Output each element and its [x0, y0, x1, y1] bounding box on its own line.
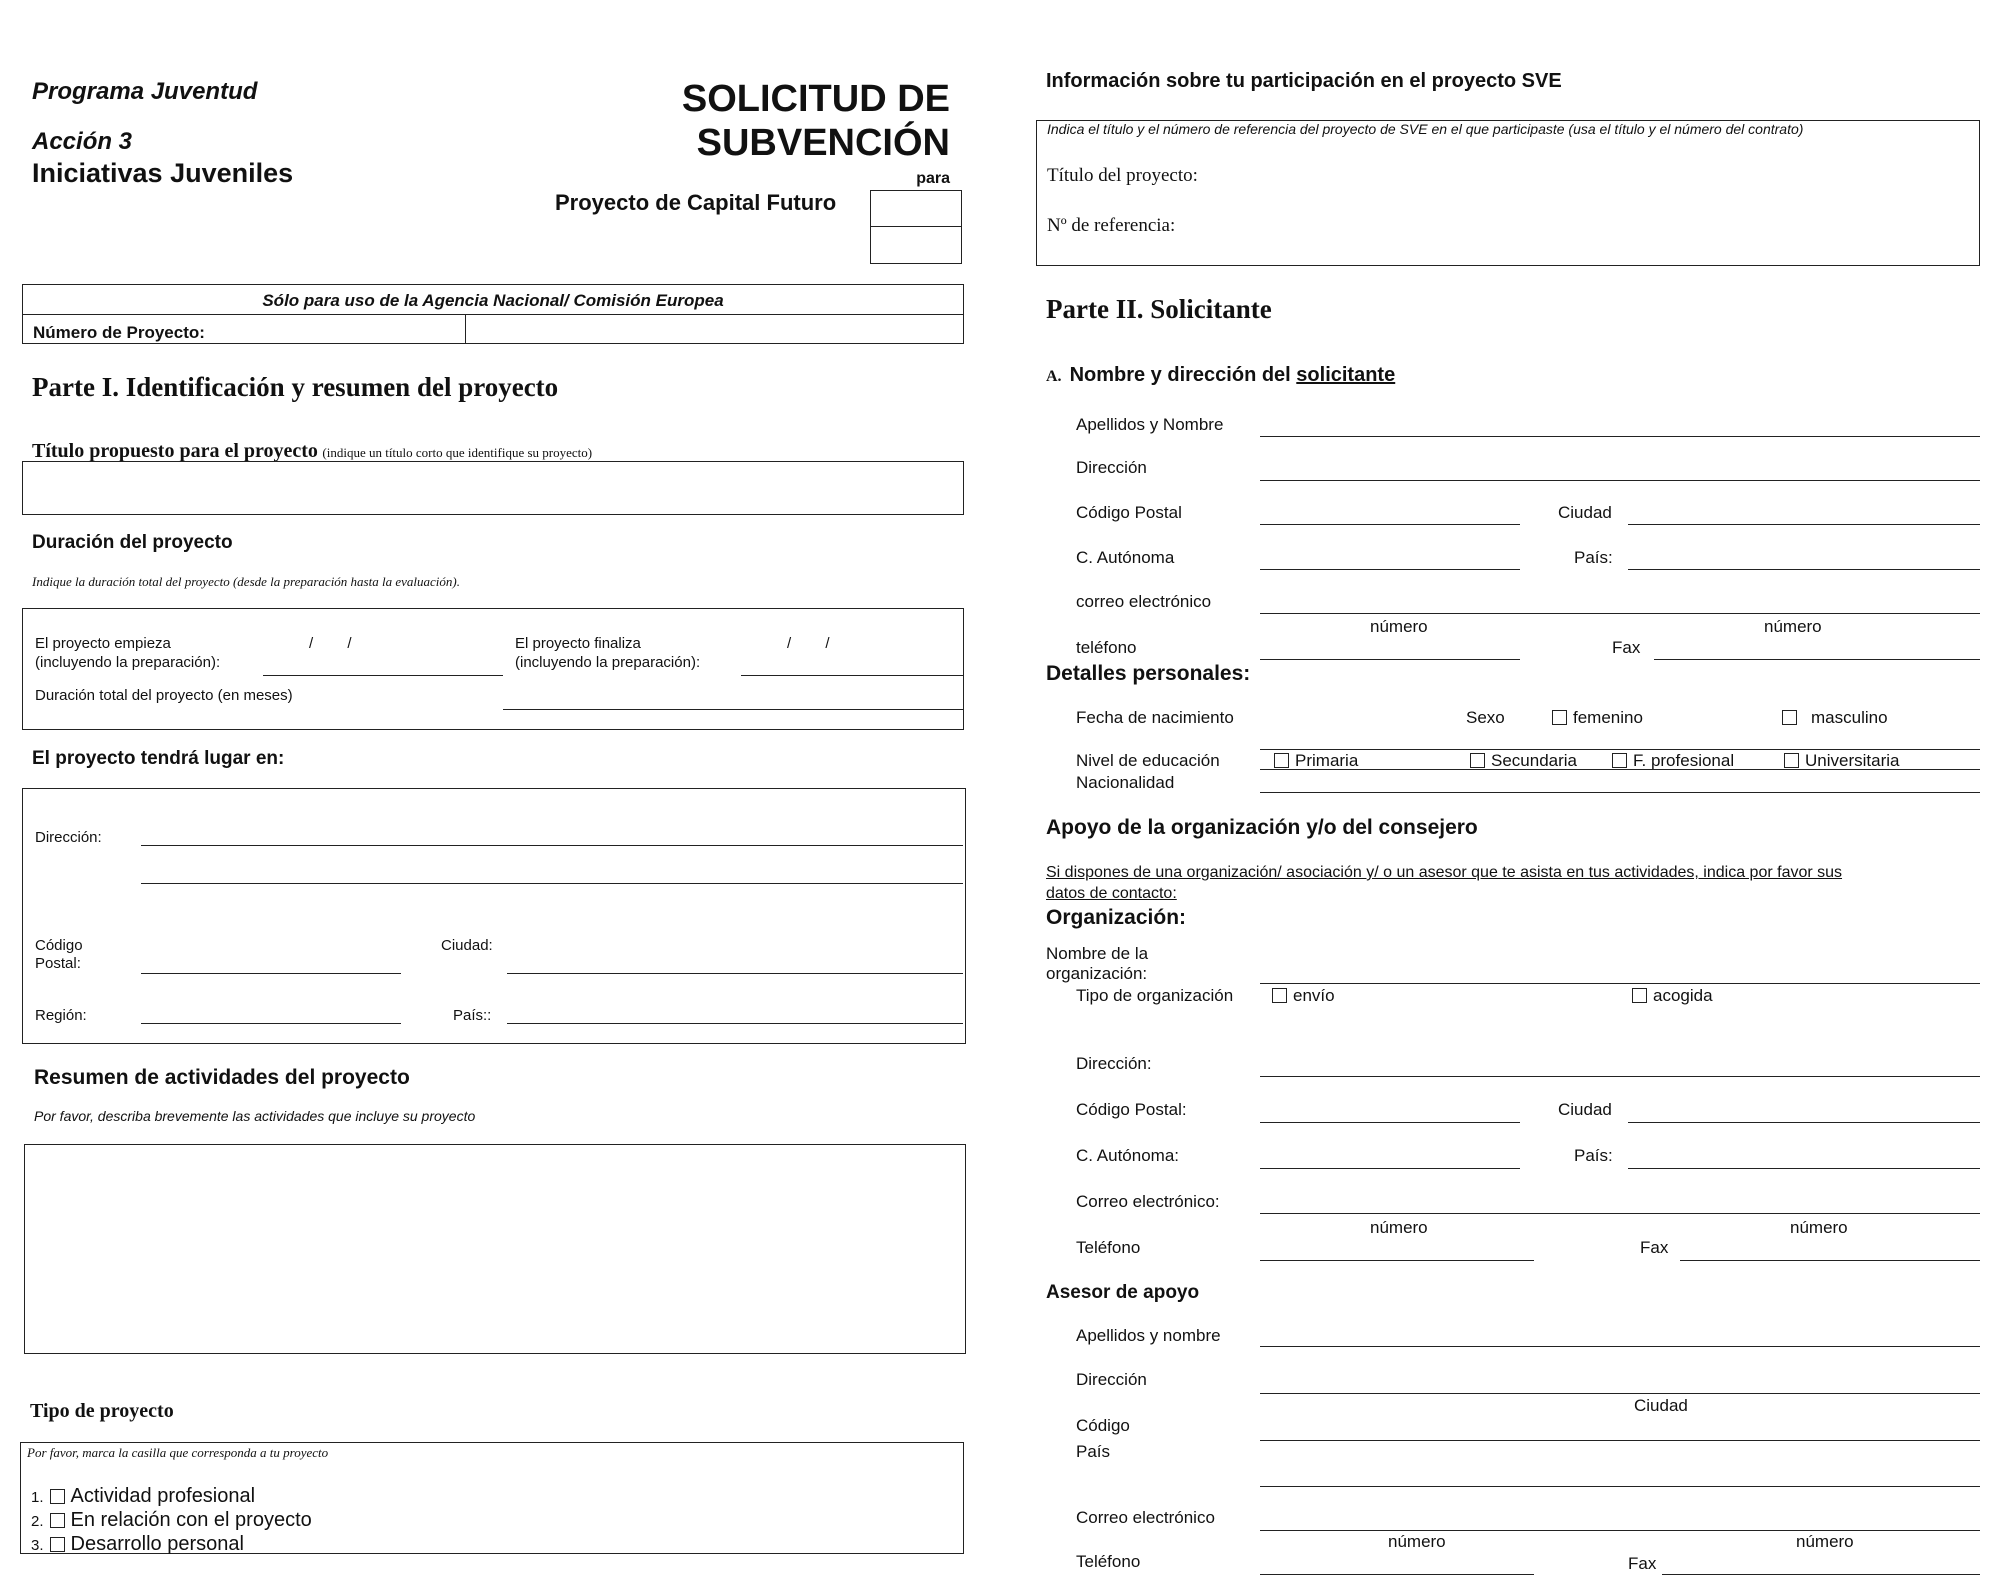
education-label: Nivel de educación	[1076, 751, 1220, 770]
loc-address-input-2[interactable]	[141, 883, 963, 884]
applicant-phone-input[interactable]	[1260, 659, 1520, 660]
summary-heading: Resumen de actividades del proyecto	[34, 1066, 410, 1089]
loc-address-input-1[interactable]	[141, 845, 963, 846]
org-email-label: Correo electrónico:	[1076, 1192, 1220, 1211]
checkbox[interactable]	[50, 1513, 65, 1528]
org-email-input[interactable]	[1260, 1213, 1980, 1214]
edu-vocational-option[interactable]	[1612, 751, 1734, 771]
initiative-label: Iniciativas Juveniles	[32, 158, 294, 188]
org-city-label: Ciudad	[1558, 1100, 1612, 1119]
adv-fax-number-caption: número	[1796, 1532, 1854, 1551]
applicant-postal-input[interactable]	[1260, 524, 1520, 525]
end-date-input[interactable]	[741, 675, 963, 676]
sex-male-option[interactable]	[1782, 708, 1888, 728]
edu-option-label: Primaria	[1295, 751, 1359, 770]
checkbox[interactable]	[1274, 753, 1289, 768]
summary-hint: Por favor, describa brevemente las actividades que incluye su proyecto	[34, 1108, 476, 1124]
applicant-fax-input[interactable]	[1654, 659, 1980, 660]
agency-box	[22, 284, 964, 344]
end-label-1: El proyecto finaliza	[515, 635, 641, 652]
applicant-address-label: Dirección	[1076, 458, 1147, 477]
loc-postal-input[interactable]	[141, 973, 401, 974]
sve-title-label: Título del proyecto:	[1047, 165, 1198, 186]
adv-address-input[interactable]	[1260, 1393, 1980, 1394]
sve-heading: Información sobre tu participación en el proyecto SVE	[1046, 70, 1562, 92]
checkbox[interactable]	[1784, 753, 1799, 768]
project-number-field[interactable]	[467, 315, 961, 343]
adv-postal-city-input[interactable]	[1260, 1440, 1980, 1441]
checkbox[interactable]	[1470, 753, 1485, 768]
org-region-label: C. Autónoma:	[1076, 1146, 1180, 1165]
loc-postal-label-1: Código	[35, 937, 83, 954]
proposed-title-input[interactable]	[22, 461, 964, 515]
applicant-postal-label: Código Postal	[1076, 503, 1182, 522]
type-heading: Tipo de proyecto	[30, 1400, 174, 1422]
checkbox[interactable]	[50, 1537, 65, 1552]
start-label-1: El proyecto empieza	[35, 635, 171, 652]
loc-region-label: Región:	[35, 1007, 87, 1024]
applicant-fax-label: Fax	[1612, 638, 1641, 657]
sex-label: Sexo	[1466, 708, 1505, 727]
loc-region-input[interactable]	[141, 1023, 401, 1024]
capital-futuro-box[interactable]	[870, 190, 962, 264]
org-address-input[interactable]	[1260, 1076, 1980, 1077]
edu-secondary-option[interactable]	[1470, 751, 1577, 771]
org-city-input[interactable]	[1628, 1122, 1980, 1123]
loc-address-label: Dirección:	[35, 829, 102, 846]
subtitle: Proyecto de Capital Futuro	[555, 190, 837, 215]
part2-title: Parte II. Solicitante	[1046, 294, 1272, 324]
applicant-country-label: País:	[1574, 548, 1613, 567]
type-option-label: Actividad profesional	[70, 1485, 256, 1507]
type-option-label: En relación con el proyecto	[70, 1509, 312, 1531]
adv-phone-input[interactable]	[1260, 1574, 1534, 1575]
edu-option-label: F. profesional	[1633, 751, 1735, 770]
loc-postal-label-2: Postal:	[35, 955, 81, 972]
proposed-title-hint: (indique un título corto que identifique su proyecto)	[322, 445, 593, 460]
org-name-input[interactable]	[1260, 983, 1980, 984]
org-type-send-label: envío	[1293, 986, 1335, 1005]
applicant-email-label: correo electrónico	[1076, 592, 1212, 611]
org-phone-input[interactable]	[1260, 1260, 1534, 1261]
start-label-2: (incluyendo la preparación):	[35, 654, 221, 671]
org-type-host-label: acogida	[1653, 986, 1713, 1005]
checkbox[interactable]	[1782, 710, 1797, 725]
sex-female-option[interactable]	[1552, 708, 1643, 728]
type-option-label: Desarrollo personal	[70, 1533, 244, 1555]
org-fax-number-caption: número	[1790, 1218, 1848, 1237]
education-top-line	[1260, 749, 1980, 750]
advisor-heading: Asesor de apoyo	[1046, 1282, 1200, 1303]
sex-male-label: masculino	[1811, 708, 1888, 727]
sve-hint: Indica el título y el número de referencia del proyecto de SVE en el que participaste (usa el título y el número del contrato)	[1047, 121, 1804, 137]
org-fax-label: Fax	[1640, 1238, 1669, 1257]
title-line-2: SUBVENCIÓN	[696, 122, 950, 164]
section-a-title	[1046, 364, 1395, 387]
section-a-text: Nombre y dirección del	[1069, 364, 1291, 386]
type-option-num: 2.	[31, 1513, 44, 1530]
applicant-names-input[interactable]	[1260, 436, 1980, 437]
adv-names-label: Apellidos y nombre	[1076, 1326, 1221, 1345]
sex-female-label: femenino	[1573, 708, 1643, 727]
start-date-input[interactable]	[263, 675, 503, 676]
type-option-1[interactable]	[31, 1485, 255, 1508]
org-postal-input[interactable]	[1260, 1122, 1520, 1123]
org-phone-number-caption: número	[1370, 1218, 1428, 1237]
duration-hint: Indique la duración total del proyecto (desde la preparación hasta la evaluación).	[32, 574, 460, 589]
section-a-underlined: solicitante	[1296, 364, 1396, 386]
type-option-num: 3.	[31, 1537, 44, 1554]
location-box	[22, 788, 966, 1044]
type-option-2[interactable]	[31, 1509, 312, 1532]
applicant-names-label: Apellidos y Nombre	[1076, 415, 1224, 434]
org-name-label-1: Nombre de la	[1046, 944, 1149, 963]
applicant-phone-label: teléfono	[1076, 638, 1137, 657]
edu-option-label: Secundaria	[1491, 751, 1578, 770]
project-number-label: Número de Proyecto:	[33, 323, 205, 342]
agency-heading: Sólo para uso de la Agencia Nacional/ Comisión Europea	[262, 291, 724, 310]
edu-primary-option[interactable]	[1274, 751, 1358, 771]
agency-cell-divider	[465, 315, 466, 343]
total-duration-input[interactable]	[503, 709, 963, 710]
adv-names-input[interactable]	[1260, 1346, 1980, 1347]
nationality-label: Nacionalidad	[1076, 773, 1175, 792]
adv-fax-label: Fax	[1628, 1554, 1657, 1573]
title-para: para	[916, 170, 950, 187]
org-country-label: País:	[1574, 1146, 1613, 1165]
capital-futuro-divider	[870, 226, 962, 227]
adv-phone-label: Teléfono	[1076, 1552, 1141, 1571]
org-type-host-option[interactable]	[1632, 986, 1713, 1006]
org-postal-label: Código Postal:	[1076, 1100, 1187, 1119]
checkbox[interactable]	[1632, 988, 1647, 1003]
support-intro-2: datos de contacto:	[1046, 885, 1177, 902]
org-country-input[interactable]	[1628, 1168, 1980, 1169]
adv-country-input[interactable]	[1260, 1486, 1980, 1487]
type-option-num: 1.	[31, 1489, 44, 1506]
duration-box	[22, 608, 964, 730]
applicant-region-label: C. Autónoma	[1076, 548, 1175, 567]
program-name: Programa Juventud	[32, 78, 258, 105]
edu-university-option[interactable]	[1784, 751, 1899, 771]
support-intro-1: Si dispones de una organización/ asociación y/ o un asesor que te asista en tus actividades, indica por favor sus	[1046, 864, 1843, 881]
sve-ref-input[interactable]	[1287, 211, 1957, 241]
adv-country-label: País	[1076, 1442, 1111, 1461]
adv-address-label: Dirección	[1076, 1370, 1147, 1389]
checkbox[interactable]	[1552, 710, 1567, 725]
applicant-city-input[interactable]	[1628, 524, 1980, 525]
adv-fax-input[interactable]	[1662, 1574, 1980, 1575]
edu-option-label: Universitaria	[1805, 751, 1900, 770]
duration-heading: Duración del proyecto	[32, 532, 233, 553]
type-box	[20, 1442, 964, 1554]
applicant-city-label: Ciudad	[1558, 503, 1612, 522]
adv-email-input[interactable]	[1260, 1530, 1980, 1531]
org-address-label: Dirección:	[1076, 1054, 1152, 1073]
location-heading: El proyecto tendrá lugar en:	[32, 748, 285, 769]
adv-city-label: Ciudad	[1634, 1396, 1688, 1415]
part1-title: Parte I. Identificación y resumen del proyecto	[32, 372, 559, 402]
start-date-slashes: / /	[309, 635, 352, 652]
action-label: Acción 3	[32, 128, 133, 155]
summary-input[interactable]	[24, 1144, 966, 1354]
education-bottom-line	[1260, 769, 1980, 770]
applicant-fax-number-caption: número	[1764, 617, 1822, 636]
sve-title-input[interactable]	[1287, 161, 1957, 191]
adv-email-label: Correo electrónico	[1076, 1508, 1215, 1527]
birth-label: Fecha de nacimiento	[1076, 708, 1234, 727]
proposed-title-label-row	[32, 440, 592, 463]
applicant-country-input[interactable]	[1628, 569, 1980, 570]
org-name-label-2: organización:	[1046, 964, 1148, 983]
checkbox[interactable]	[1272, 988, 1287, 1003]
org-phone-label: Teléfono	[1076, 1238, 1141, 1257]
org-region-input[interactable]	[1260, 1168, 1520, 1169]
type-option-3[interactable]	[31, 1533, 244, 1556]
adv-phone-number-caption: número	[1388, 1532, 1446, 1551]
sve-box	[1036, 120, 1980, 266]
title-line-1: SOLICITUD DE	[681, 78, 950, 120]
loc-city-label: Ciudad:	[441, 937, 493, 954]
org-type-label: Tipo de organización	[1076, 986, 1234, 1005]
end-date-slashes: / /	[787, 635, 830, 652]
applicant-phone-number-caption: número	[1370, 617, 1428, 636]
loc-country-input[interactable]	[507, 1023, 963, 1024]
adv-postal-label: Código	[1076, 1416, 1130, 1435]
org-heading: Organización:	[1046, 906, 1187, 929]
applicant-email-input[interactable]	[1260, 613, 1980, 614]
total-duration-label: Duración total del proyecto (en meses)	[35, 687, 293, 704]
checkbox[interactable]	[50, 1489, 65, 1504]
checkbox[interactable]	[1612, 753, 1627, 768]
end-label-2: (incluyendo la preparación):	[515, 654, 701, 671]
personal-heading: Detalles personales:	[1046, 662, 1251, 685]
proposed-title-label: Título propuesto para el proyecto	[32, 440, 318, 462]
section-a-prefix: A.	[1046, 368, 1062, 385]
applicant-region-input[interactable]	[1260, 569, 1520, 570]
org-type-send-option[interactable]	[1272, 986, 1335, 1006]
nationality-input[interactable]	[1260, 792, 1980, 793]
loc-city-input[interactable]	[507, 973, 963, 974]
loc-country-label: País::	[453, 1007, 492, 1024]
sve-ref-label: Nº de referencia:	[1047, 215, 1176, 236]
applicant-address-input[interactable]	[1260, 480, 1980, 481]
type-hint: Por favor, marca la casilla que corresponda a tu proyecto	[27, 1445, 329, 1460]
support-heading: Apoyo de la organización y/o del consejero	[1046, 816, 1478, 839]
org-fax-input[interactable]	[1680, 1260, 1980, 1261]
